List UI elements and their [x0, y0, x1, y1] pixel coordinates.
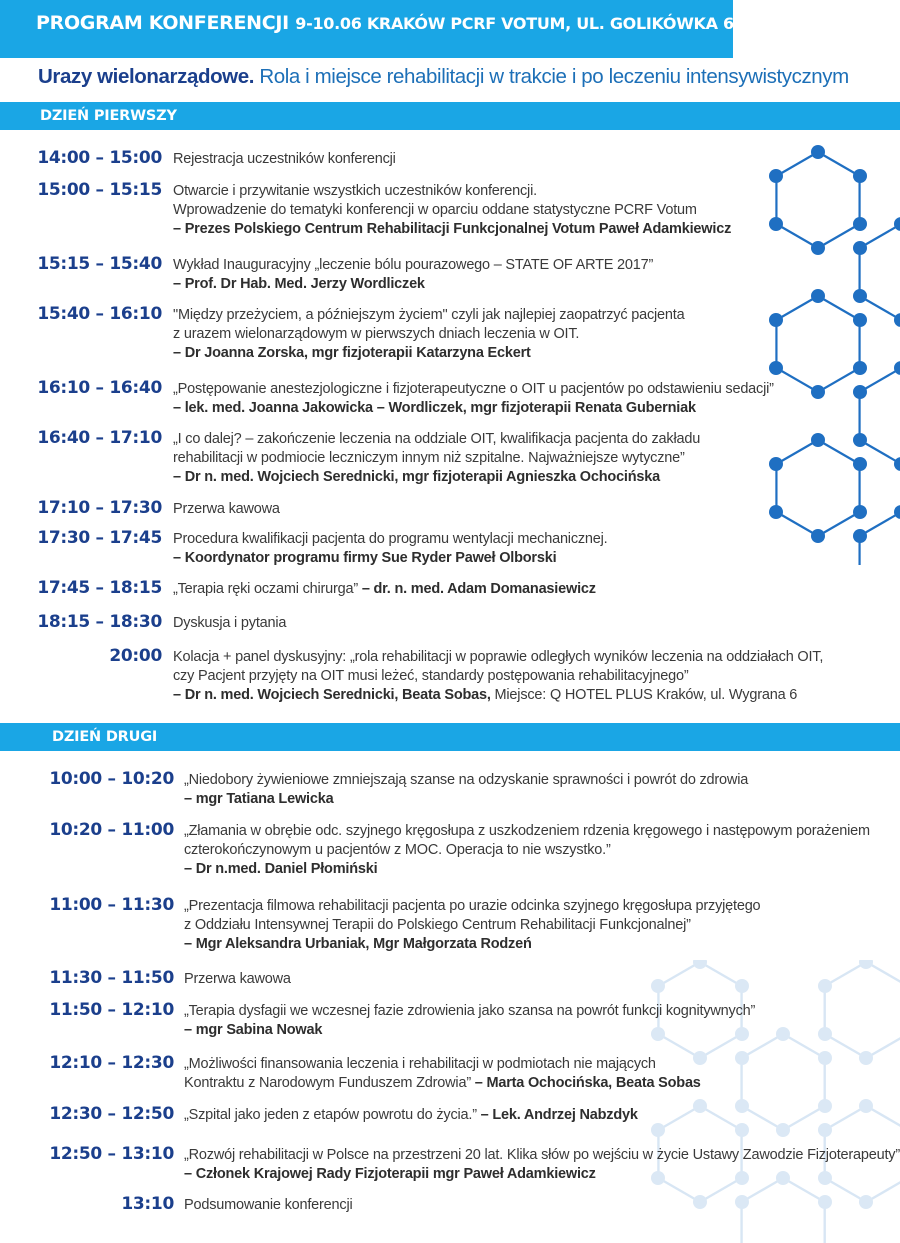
description-text: czy Pacjent przyjęty na OIT musi leżeć, standardy postępowania rehabilitacyjnego”	[173, 668, 689, 684]
schedule-time: 12:50 – 13:10	[49, 1144, 174, 1164]
schedule-description	[184, 970, 291, 989]
description-text: Dyskusja i pytania	[173, 615, 287, 631]
description-line	[173, 325, 684, 344]
speaker-line	[173, 275, 653, 294]
schedule-time: 10:20 – 11:00	[49, 820, 174, 840]
description-text: Procedura kwalifikacji pacjenta do programu wentylacji mechanicznej.	[173, 531, 608, 547]
description-text: Podsumowanie konferencji	[184, 1197, 353, 1213]
schedule-description	[184, 897, 760, 954]
schedule-description	[184, 1196, 353, 1215]
description-text: „Złamania w obrębie odc. szyjnego kręgosłupa z uszkodzeniem rdzenia kręgowego i następowym porażeniem	[184, 823, 870, 839]
subtitle-rest: Rola i miejsce rehabilitacji w trakcie i po leczeniu intensywistycznym	[259, 65, 849, 88]
schedule-time: 11:50 – 12:10	[49, 1000, 174, 1020]
description-text: „I co dalej? – zakończenie leczenia na oddziale OIT, kwalifikacja pacjenta do zakładu	[173, 431, 701, 447]
speaker-name: – Prezes Polskiego Centrum Rehabilitacji Funkcjonalnej Votum Paweł Adamkiewicz	[173, 221, 732, 237]
day-two-bar	[0, 723, 900, 751]
schedule-time: 15:15 – 15:40	[37, 254, 162, 274]
header-banner	[0, 0, 733, 58]
speaker-line	[184, 1021, 755, 1040]
schedule-time: 15:40 – 16:10	[37, 304, 162, 324]
schedule-description	[173, 182, 731, 239]
speaker-name: – mgr Sabina Nowak	[184, 1022, 323, 1038]
speaker-name: – lek. med. Joanna Jakowicka – Wordliczek, mgr fizjoterapii Renata Guberniak	[173, 400, 696, 416]
description-line	[184, 1196, 353, 1215]
page-title	[36, 12, 734, 34]
schedule-time: 11:30 – 11:50	[49, 968, 174, 988]
speaker-name: – dr. n. med. Adam Domanasiewicz	[357, 581, 596, 597]
speaker-name: – Dr n. med. Wojciech Serednicki, mgr fizjoterapii Agnieszka Ochocińska	[173, 469, 661, 485]
schedule-description	[173, 256, 653, 294]
description-text: „Postępowanie anestezjologiczne i fizjoterapeutyczne o OIT u pacjentów po odstawieniu sedacji”	[173, 381, 774, 397]
description-line	[184, 1002, 755, 1021]
description-line	[173, 530, 608, 549]
hexagon-network-dark-icon	[776, 152, 900, 608]
schedule-time: 12:10 – 12:30	[49, 1053, 174, 1073]
description-text: czterokończynowym u pacjentów z MOC. Operacja to nie wszystko.”	[184, 842, 611, 858]
description-text: rehabilitacji w podmiocie leczniczym innym niż szpitalne. Najważniejsze wytyczne”	[173, 450, 685, 466]
description-line	[173, 614, 286, 633]
description-text: Rejestracja uczestników konferencji	[173, 151, 396, 167]
description-text: z urazem wielonarządowym w pierwszych dniach leczenia w OIT.	[173, 326, 580, 342]
description-text: „Możliwości finansowania leczenia i rehabilitacji w podmiotach nie mających	[184, 1056, 656, 1072]
description-text: Kontraktu z Narodowym Funduszem Zdrowia”	[184, 1075, 471, 1091]
description-text: „Niedobory żywieniowe zmniejszają szanse na odzyskanie sprawności i powrót do zdrowia	[184, 772, 749, 788]
schedule-description	[173, 530, 608, 568]
speaker-name: – Lek. Andrzej Nabzdyk	[476, 1107, 638, 1123]
speaker-name: – Mgr Aleksandra Urbaniak, Mgr Małgorzata Rodzeń	[184, 936, 532, 952]
subtitle-bold: Urazy wielonarządowe.	[38, 65, 255, 88]
description-line	[184, 970, 291, 989]
schedule-time: 17:10 – 17:30	[37, 498, 162, 518]
schedule-description	[173, 648, 823, 705]
speaker-name: – Członek Krajowej Rady Fizjoterapii mgr Paweł Adamkiewicz	[184, 1166, 596, 1182]
schedule-time: 16:40 – 17:10	[37, 428, 162, 448]
description-text: Kolacja + panel dyskusyjny: „rola rehabilitacji w poprawie odległych wyników leczenia na oddziałach OIT,	[173, 649, 824, 665]
description-line	[184, 1074, 701, 1093]
description-line	[173, 306, 684, 325]
venue-text: Miejsce: Q HOTEL PLUS Kraków, ul. Wygrana 6	[490, 687, 798, 703]
description-line	[173, 500, 280, 519]
speaker-line	[173, 344, 684, 363]
schedule-description	[184, 1106, 638, 1125]
speaker-line	[184, 790, 748, 809]
schedule-description	[184, 1055, 701, 1093]
schedule-description	[173, 380, 774, 418]
speaker-line	[173, 468, 700, 487]
description-text: Otwarcie i przywitanie wszystkich uczestników konferencji.	[173, 183, 537, 199]
day-two-label: DZIEŃ DRUGI	[52, 729, 158, 745]
schedule-time: 17:45 – 18:15	[37, 578, 162, 598]
description-text: „Terapia dysfagii we wczesnej fazie zdrowienia jako szansa na powrót funkcji kognitywnych”	[184, 1003, 756, 1019]
description-text: „Terapia ręki oczami chirurga”	[173, 581, 358, 597]
speaker-name: – Marta Ochocińska, Beata Sobas	[470, 1075, 701, 1091]
description-line	[184, 1106, 638, 1125]
speaker-line	[173, 399, 774, 418]
description-text: „Prezentacja filmowa rehabilitacji pacjenta po urazie odcinka szyjnego kręgosłupa przyjętego	[184, 898, 761, 914]
description-line	[173, 182, 731, 201]
schedule-description	[184, 1146, 900, 1184]
description-line	[173, 449, 700, 468]
description-text: Przerwa kawowa	[184, 971, 291, 987]
schedule-description	[173, 580, 596, 599]
description-line	[173, 201, 731, 220]
schedule-time: 14:00 – 15:00	[37, 148, 162, 168]
description-line	[173, 580, 596, 599]
description-text: Wprowadzenie do tematyki konferencji w oparciu oddane statystyczne PCRF Votum	[173, 202, 697, 218]
title-details: 9-10.06 KRAKÓW PCRF VOTUM, UL. GOLIKÓWKA 6	[295, 14, 734, 33]
speaker-line	[184, 860, 870, 879]
schedule-time: 10:00 – 10:20	[49, 769, 174, 789]
description-line	[184, 771, 748, 790]
schedule-description	[184, 1002, 755, 1040]
speaker-line	[173, 549, 608, 568]
schedule-description	[173, 430, 700, 487]
schedule-time: 15:00 – 15:15	[37, 180, 162, 200]
description-line	[173, 150, 396, 169]
speaker-name: – Koordynator programu firmy Sue Ryder Paweł Olborski	[173, 550, 557, 566]
schedule-description	[184, 822, 870, 879]
schedule-time: 11:00 – 11:30	[49, 895, 174, 915]
schedule-description	[173, 614, 286, 633]
speaker-name: – Dr n. med. Wojciech Serednicki, Beata Sobas,	[173, 687, 491, 703]
description-line	[173, 256, 653, 275]
speaker-line	[173, 686, 823, 705]
description-text: "Między przeżyciem, a późniejszym życiem" czyli jak najlepiej zaopatrzyć pacjenta	[173, 307, 685, 323]
schedule-time: 12:30 – 12:50	[49, 1104, 174, 1124]
schedule-time: 13:10	[121, 1194, 174, 1214]
speaker-line	[184, 1165, 900, 1184]
description-line	[184, 916, 760, 935]
description-line	[184, 897, 760, 916]
speaker-name: – Prof. Dr Hab. Med. Jerzy Wordliczek	[173, 276, 425, 292]
title-main: PROGRAM KONFERENCJI	[36, 12, 289, 34]
description-text: z Oddziału Intensywnej Terapii do Polskiego Centrum Rehabilitacji Funkcjonalnej”	[184, 917, 691, 933]
description-line	[173, 648, 823, 667]
description-text: Przerwa kawowa	[173, 501, 280, 517]
description-text: Wykład Inauguracyjny „leczenie bólu pourazowego – STATE OF ARTE 2017”	[173, 257, 654, 273]
conference-subtitle	[38, 65, 849, 89]
description-line	[173, 380, 774, 399]
speaker-name: – Dr n.med. Daniel Płomiński	[184, 861, 378, 877]
schedule-time: 17:30 – 17:45	[37, 528, 162, 548]
schedule-time: 20:00	[109, 646, 162, 666]
description-line	[173, 430, 700, 449]
description-line	[173, 667, 823, 686]
day-one-label: DZIEŃ PIERWSZY	[40, 108, 177, 124]
schedule-description	[173, 306, 684, 363]
day-one-bar	[0, 102, 900, 130]
schedule-description	[184, 771, 748, 809]
schedule-time: 16:10 – 16:40	[37, 378, 162, 398]
speaker-line	[184, 935, 760, 954]
description-line	[184, 1055, 701, 1074]
speaker-name: – mgr Tatiana Lewicka	[184, 791, 334, 807]
speaker-line	[173, 220, 731, 239]
description-line	[184, 1146, 900, 1165]
schedule-description	[173, 500, 280, 519]
schedule-time: 18:15 – 18:30	[37, 612, 162, 632]
description-text: „Rozwój rehabilitacji w Polsce na przestrzeni 20 lat. Klika słów po wejściu w życie Ustawy Zawodzie Fizjoterapeuty”	[184, 1147, 900, 1163]
description-line	[184, 822, 870, 841]
description-line	[184, 841, 870, 860]
description-text: „Szpital jako jeden z etapów powrotu do życia.”	[184, 1107, 477, 1123]
speaker-name: – Dr Joanna Zorska, mgr fizjoterapii Katarzyna Eckert	[173, 345, 531, 361]
schedule-description	[173, 150, 396, 169]
